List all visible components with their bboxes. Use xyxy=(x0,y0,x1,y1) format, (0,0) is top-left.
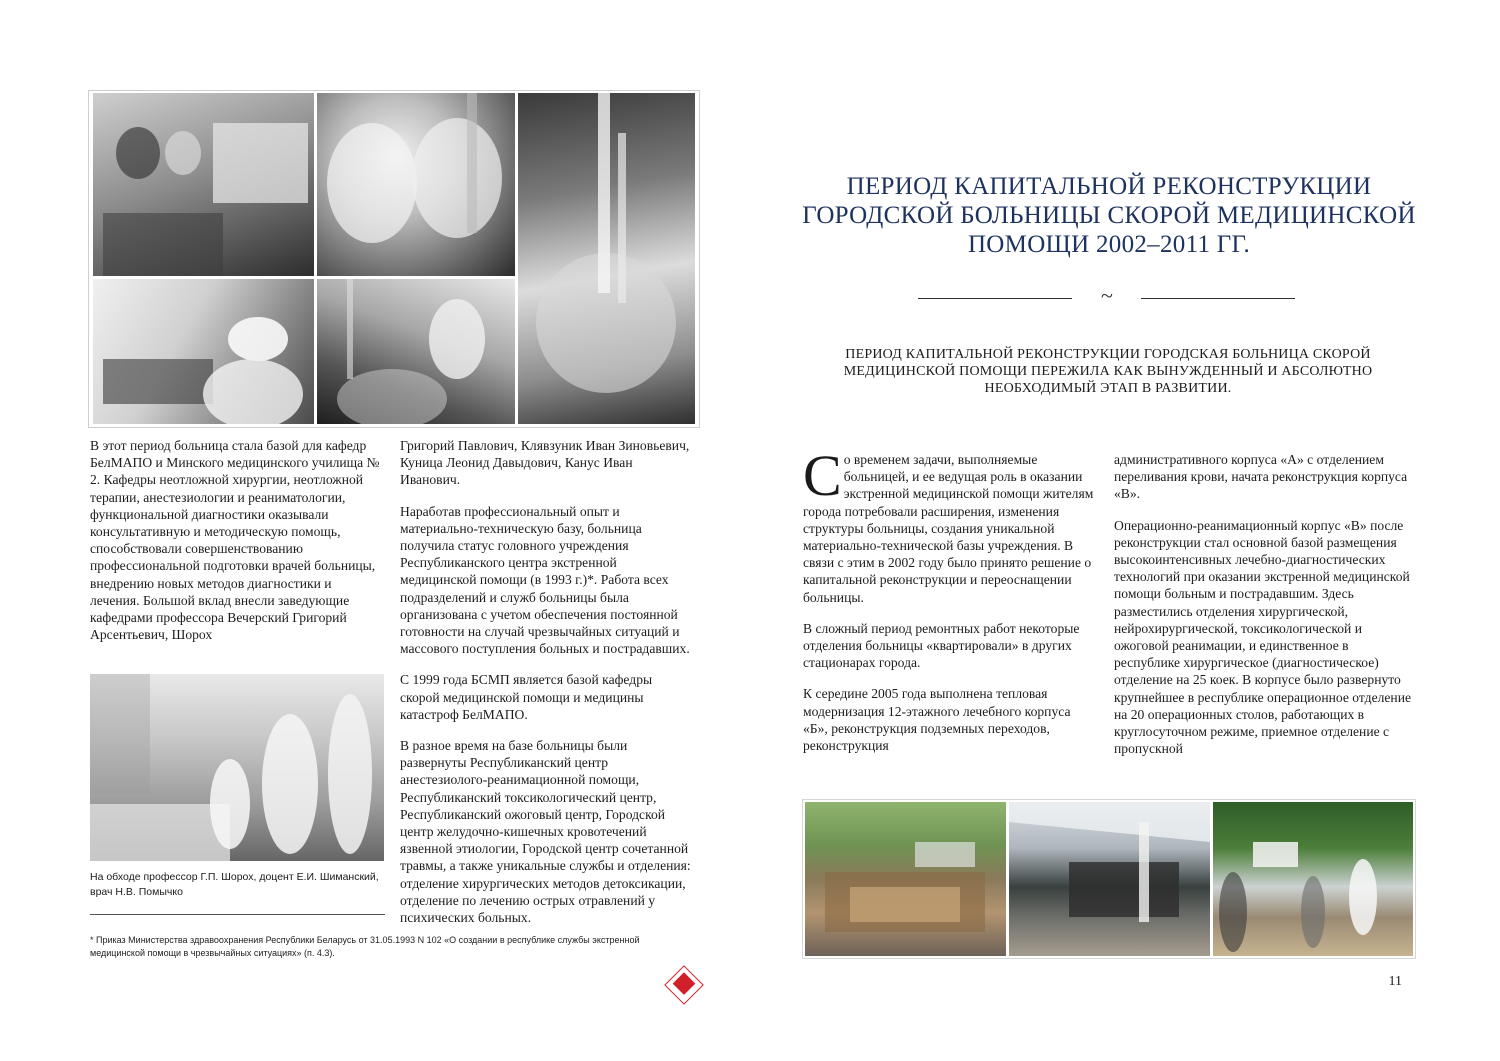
photo-nurses-masks xyxy=(317,93,515,276)
left-text-column-2 xyxy=(400,437,692,940)
paragraph: В разное время на базе больницы были развернуты Республиканский центр анестезиолого-реанимационной помощи, Республиканский токсикологический центр, Республиканский ожоговый центр, Городской центр желудочно-кишечных кровотечений язвенной этиологии, Городской центр сочетанной травмы, а также уникальные службы и отделения: отделение хирургических методов детоксикации, отделение по лечению острых отравлений у психических больных. xyxy=(400,738,691,926)
photo-caption: На обходе профессор Г.П. Шорох, доцент Е.И. Шиманский, врач Н.В. Помычко xyxy=(90,871,379,898)
page-number: 11 xyxy=(1388,974,1402,989)
photo-doctors-xray xyxy=(93,93,314,276)
paragraph: Григорий Павлович, Клявзуник Иван Зиновьевич, Куница Леонид Давыдович, Канус Иван Иванович. xyxy=(400,438,690,488)
construction-photo-strip xyxy=(802,799,1416,959)
right-text-column-2 xyxy=(1114,451,1414,771)
photo-functional-diagnostics xyxy=(93,279,314,424)
paragraph: В сложный период ремонтных работ некоторые отделения больницы «квартировали» в других стационарах города. xyxy=(803,620,1080,671)
title-rule-right xyxy=(1141,298,1295,299)
photo-collage xyxy=(88,90,700,428)
paragraph: В этот период больница стала базой для кафедр БелМАПО и Минского медицинского училища № 2. Кафедры неотложной хирургии, неотложной терапии, анестезиологии и реаниматологии, функциональной диагностики оказывали консультативную и методическую помощь, способствовали совершенствованию профессиональной подготовки врачей больницы, внедрению новых методов диагностики и лечения. Большой вклад внесли заведующие кафедрами профессора Вечерский Григорий Арсентьевич, Шорох xyxy=(90,438,380,643)
paragraph-text: о временем задачи, выполняемые больницей, и ее ведущая роль в оказании экстренной медицинской помощи жителям города потребовали расширения, изменения структуры больницы, создания уникальной материально-технической базы учреждения. В связи с этим в 2002 году было принято решение о капитальной реконструкции и переоснащении больницы. xyxy=(803,452,1094,605)
paragraph: С 1999 года БСМП является базой кафедры скорой медицинской помощи и медицины катастроф БелМАПО. xyxy=(400,672,653,722)
photo-lab-equipment xyxy=(518,93,695,424)
title-rule-left xyxy=(918,298,1072,299)
photo-site-inspection xyxy=(1213,802,1413,956)
paragraph: Операционно-реанимационный корпус «В» после реконструкции стал основной базой размещения высокоинтенсивных лечебно-диагностических технологий при оказании экстренной медицинской помощи больным и пострадавшим. Здесь разместились отделения хирургической, нейрохирургической, токсикологической и ожоговой реанимации, и единственное в республике хирургическое (диагностическое) отделение на 25 коек. В корпусе было развернуто крупнейшее в республике операционное отделение на 20 операционных столов, работающих в круглосуточном режиме, приемное отделение с пропускной xyxy=(1114,517,1412,757)
footnote-divider xyxy=(90,914,385,915)
diamond-ornament-icon xyxy=(664,965,704,1005)
right-text-column-1 xyxy=(803,443,1095,768)
photo-paving-machine xyxy=(1009,802,1210,956)
left-text-column-1 xyxy=(90,437,380,657)
photo-construction-site xyxy=(805,802,1006,956)
chapter-subtitle: ПЕРИОД КАПИТАЛЬНОЙ РЕКОНСТРУКЦИИ ГОРОДСКАЯ БОЛЬНИЦА СКОРОЙ МЕДИЦИНСКОЙ ПОМОЩИ ПЕРЕЖИЛА КАК ВЫНУЖДЕННЫЙ И АБСОЛЮТНО НЕОБХОДИМЫЙ ЭТАП В РАЗВИТИИ. xyxy=(843,347,1373,396)
tilde-ornament-icon: ~ xyxy=(1101,283,1113,308)
paragraph: административного корпуса «А» с отделением переливания крови, начата реконструкция корпуса «В». xyxy=(1114,452,1408,502)
paragraph-with-drop-cap xyxy=(803,443,1095,606)
paragraph: Наработав профессиональный опыт и материально-техническую базу, больница получила статус головного учреждения Республиканского центра экстренной медицинской помощи (в 1993 г.)*. Работа всех подразделений и служб больницы была организована с учетом обеспечения постоянной готовности на случай чрезвычайных ситуаций и массового поступления больных и пострадавших. xyxy=(400,503,690,657)
drop-cap: С xyxy=(803,443,842,508)
chapter-title: ПЕРИОД КАПИТАЛЬНОЙ РЕКОНСТРУКЦИИ ГОРОДСКОЙ БОЛЬНИЦЫ СКОРОЙ МЕДИЦИНСКОЙ ПОМОЩИ 2002–2011 ГГ. xyxy=(802,173,1416,258)
footnote: * Приказ Министерства здравоохранения Республики Беларусь от 31.05.1993 N 102 «О создании в республике службы экстренной медицинской помощи в чрезвычайных ситуациях» (п. 4.3). xyxy=(90,935,640,958)
photo-lab-test-tube xyxy=(317,279,515,424)
photo-ward-round xyxy=(90,674,384,861)
paragraph: К середине 2005 года выполнена тепловая модернизация 12-этажного лечебного корпуса «Б», реконструкция подземных переходов, реконструкция xyxy=(803,686,1071,754)
